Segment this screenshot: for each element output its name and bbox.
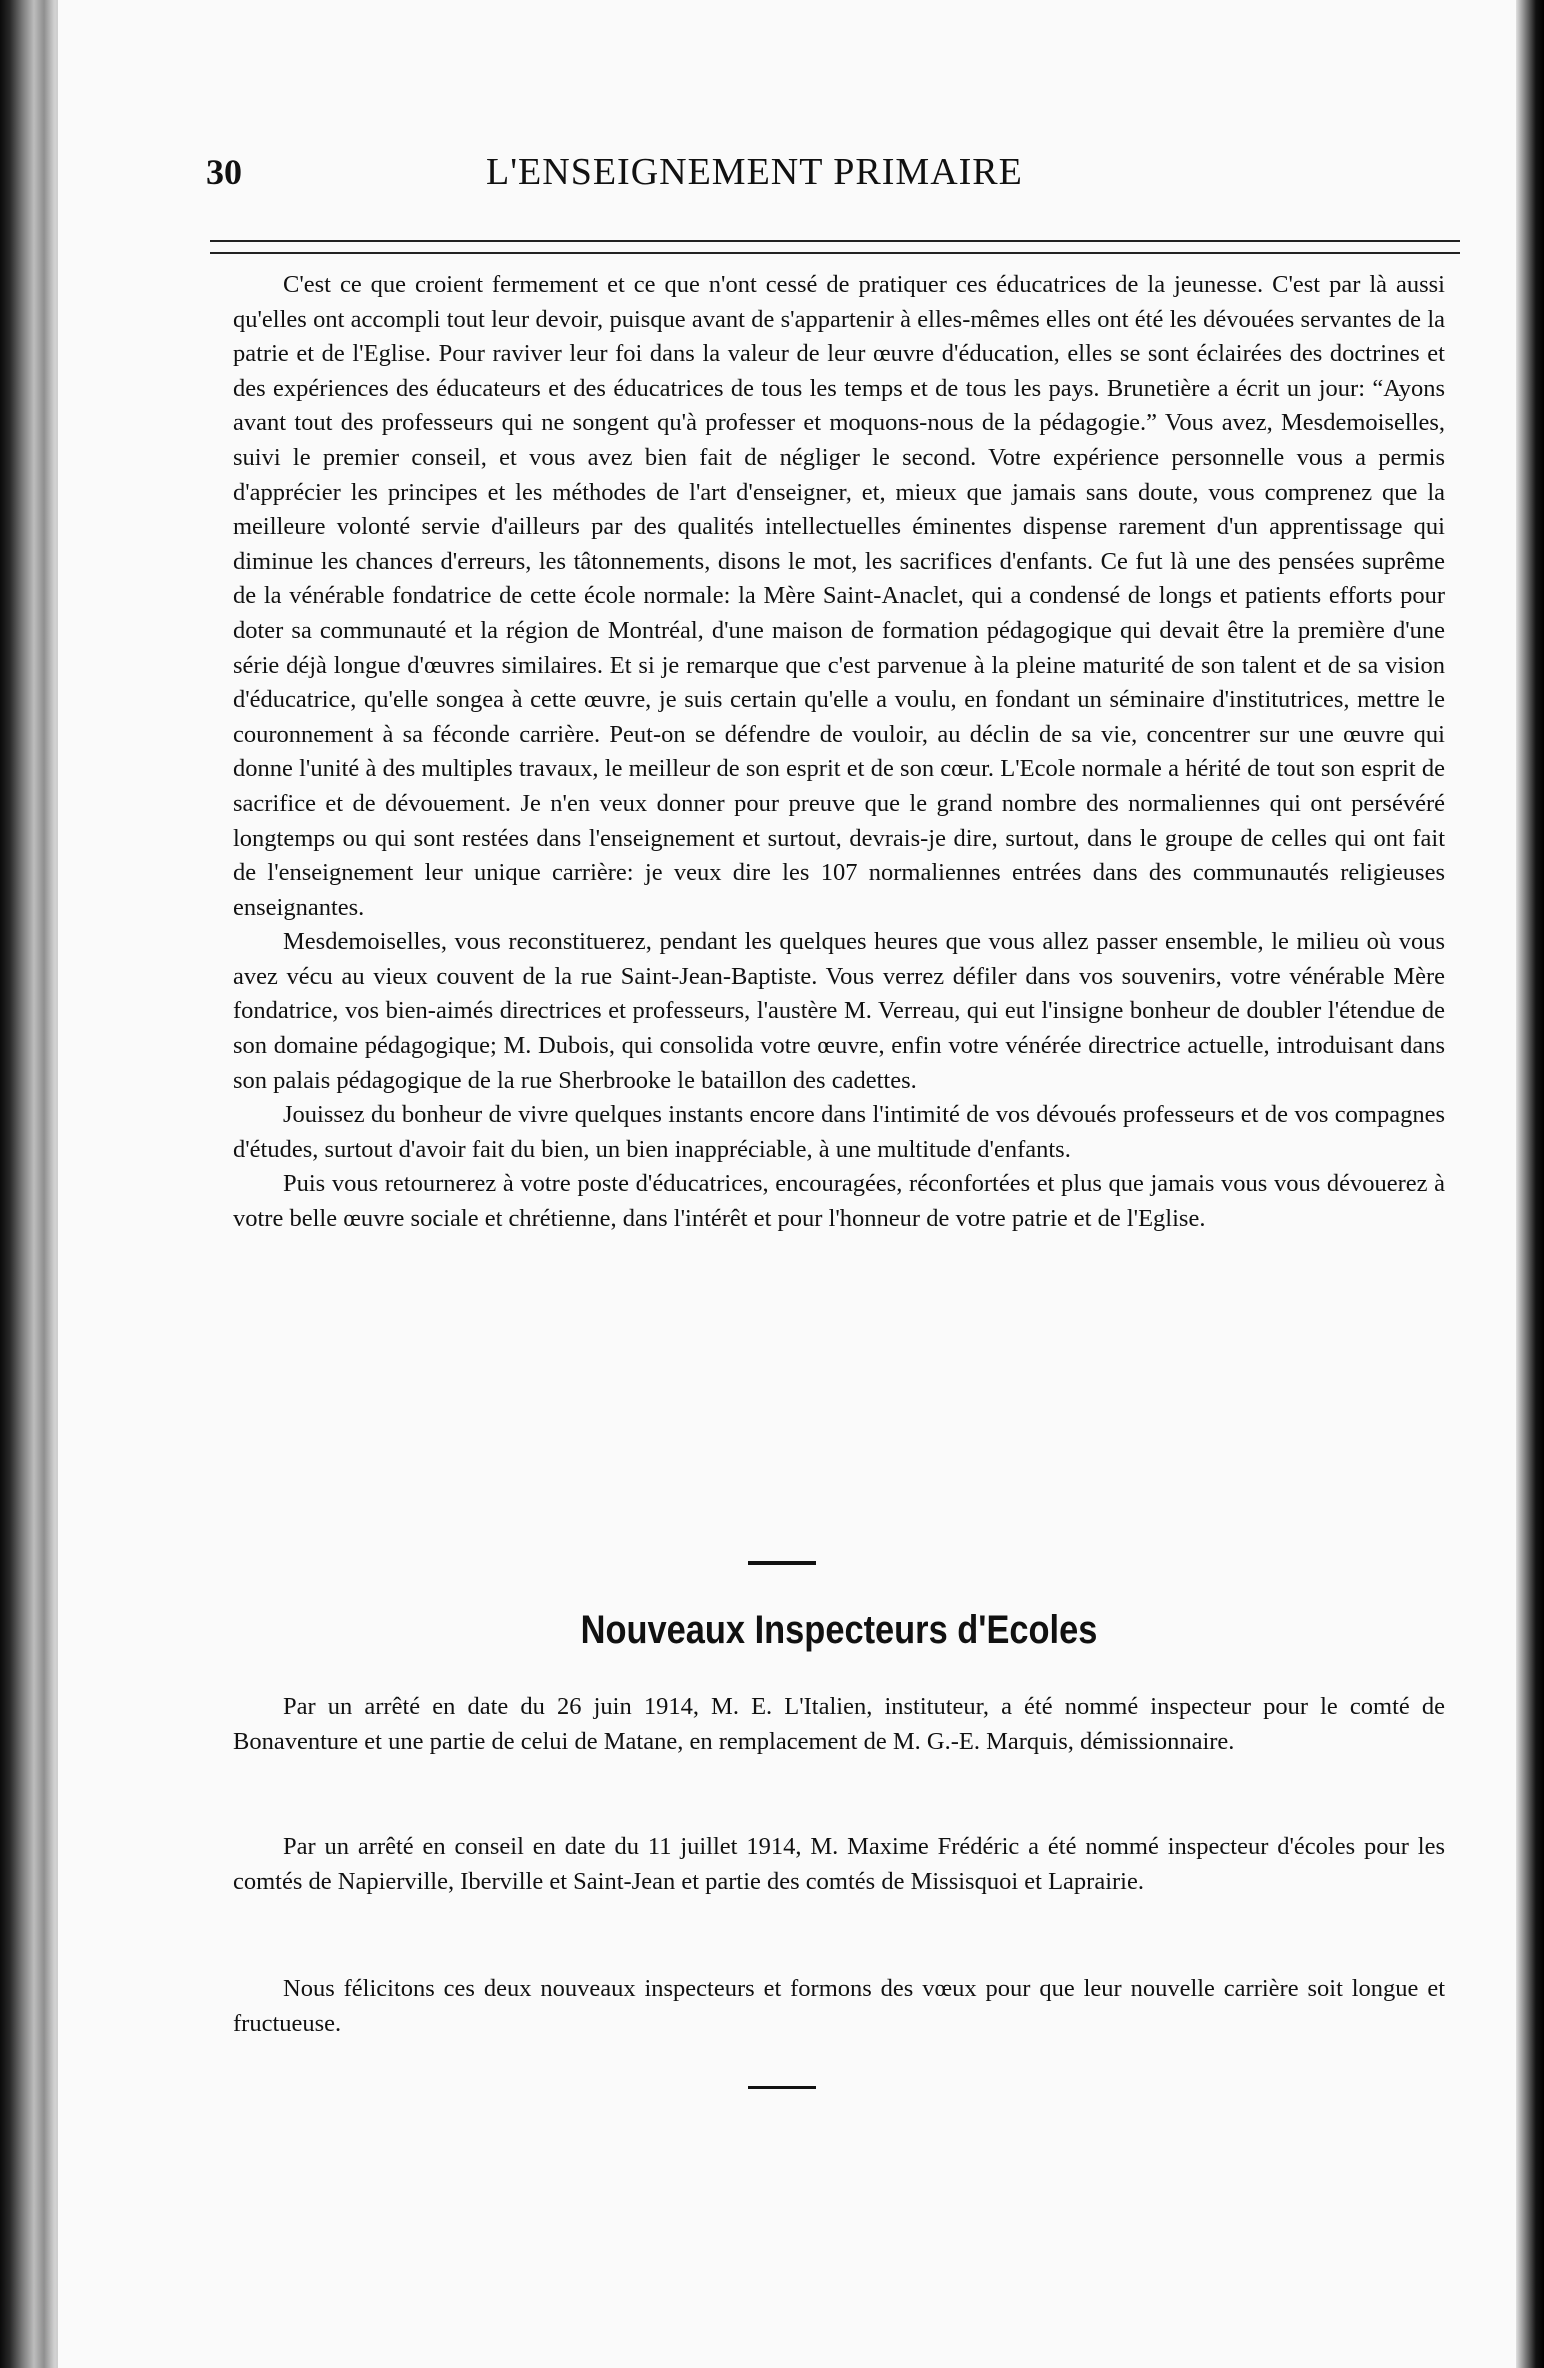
news-paragraph-3: Nous félicitons ces deux nouveaux inspecteurs et formons des vœux pour que leur nouvelle carrière soit longue et fructueuse. (233, 1975, 1445, 2037)
news-paragraph-block-1 (233, 1690, 1445, 1759)
news-paragraph-1: Par un arrêté en date du 26 juin 1914, M. E. L'Italien, instituteur, a été nommé inspecteur pour le comté de Bonaventure et une partie de celui de Matane, en remplacement de M. G.-E. Marquis, démissionnaire. (233, 1693, 1445, 1755)
page-number: 30 (206, 152, 242, 192)
scan-right-edge (1516, 0, 1544, 2368)
news-paragraph-block-3 (233, 1972, 1445, 2041)
header-double-rule (210, 240, 1460, 254)
section-title: Nouveaux Inspecteurs d'Ecoles (580, 1608, 1098, 1652)
running-title: L'ENSEIGNEMENT PRIMAIRE (486, 151, 1023, 193)
section-separator-rule (748, 1561, 816, 1565)
article-body (233, 268, 1445, 1237)
page-header (200, 150, 1455, 210)
end-rule (748, 2086, 816, 2089)
article-paragraph-2: Mesdemoiselles, vous reconstituerez, pendant les quelques heures que vous allez passer ensemble, le milieu où vous avez vécu au vieux couvent de la rue Saint-Jean-Baptiste. Vous verrez défiler dans vos souvenirs, votre vénérable Mère fondatrice, vos bien-aimés directrices et professeurs, l'austère M. Verreau, qui eut l'insigne bonheur de doubler l'étendue de son domaine pédagogique; M. Dubois, qui consolida votre œuvre, enfin votre vénérée directrice actuelle, introduisant dans son palais pédagogique de la rue Sherbrooke le bataillon des cadettes. (233, 928, 1445, 1094)
news-paragraph-2: Par un arrêté en conseil en date du 11 juillet 1914, M. Maxime Frédéric a été nommé inspecteur d'écoles pour les comtés de Napierville, Iberville et Saint-Jean et partie des comtés de Missisquoi et Laprairie. (233, 1833, 1445, 1895)
article-paragraph-1: C'est ce que croient fermement et ce que n'ont cessé de pratiquer ces éducatrices de la jeunesse. C'est par là aussi qu'elles ont accompli tout leur devoir, puisque avant de s'appartenir à elles-mêmes elles ont été les dévouées servantes de la patrie et de l'Eglise. Pour raviver leur foi dans la valeur de leur œuvre d'éducation, elles se sont éclairées des doctrines et des expériences des éducateurs et des éducatrices de tous les temps et de tous les pays. Brunetière a écrit un jour: “Ayons avant tout des professeurs qui ne songent qu'à professer et moquons-nous de la pédagogie.” Vous avez, Mesdemoiselles, suivi le premier conseil, et vous avez bien fait de négliger le second. Votre expérience personnelle vous a permis d'apprécier les principes et les méthodes de l'art d'enseigner, et, mieux que jamais sans doute, vous comprenez que la meilleure volonté servie d'ailleurs par des qualités intellectuelles éminentes dispense rarement d'un apprentissage qui diminue les chances d'erreurs, les tâtonnements, disons le mot, les sacrifices d'enfants. Ce fut là une des pensées suprême de la vénérable fondatrice de cette école normale: la Mère Saint-Anaclet, qui a condensé de longs et patients efforts pour doter sa communauté et la région de Montréal, d'une maison de formation pédagogique qui devait être la première d'une série déjà longue d'œuvres similaires. Et si je remarque que c'est parvenue à la pleine maturité de son talent et de sa vision d'éducatrice, qu'elle songea à cette œuvre, je suis certain qu'elle a voulu, en fondant un séminaire d'institutrices, mettre le couronnement à sa féconde carrière. Peut-on se défendre de vouloir, au déclin de sa vie, concentrer sur une œuvre qui donne l'unité à des multiples travaux, le meilleur de son esprit et de son cœur. L'Ecole normale a hérité de tout son esprit de sacrifice et de dévouement. Je n'en veux donner pour preuve que le grand nombre des normaliennes qui ont persévéré longtemps ou qui sont restées dans l'enseignement et surtout, devrais-je dire, surtout, dans le groupe de celles qui ont fait de l'enseignement leur unique carrière: je veux dire les 107 normaliennes entrées dans des communautés religieuses enseignantes. (233, 271, 1445, 921)
article-paragraph-3: Jouissez du bonheur de vivre quelques instants encore dans l'intimité de vos dévoués professeurs et de vos compagnes d'études, surtout d'avoir fait du bien, un bien inappréciable, à une multitude d'enfants. (233, 1101, 1445, 1163)
article-paragraph-4: Puis vous retournerez à votre poste d'éducatrices, encouragées, réconfortées et plus que jamais vous vous dévouerez à votre belle œuvre sociale et chrétienne, dans l'intérêt et pour l'honneur de votre patrie et de l'Eglise. (233, 1170, 1445, 1233)
news-paragraph-block-2 (233, 1830, 1445, 1899)
